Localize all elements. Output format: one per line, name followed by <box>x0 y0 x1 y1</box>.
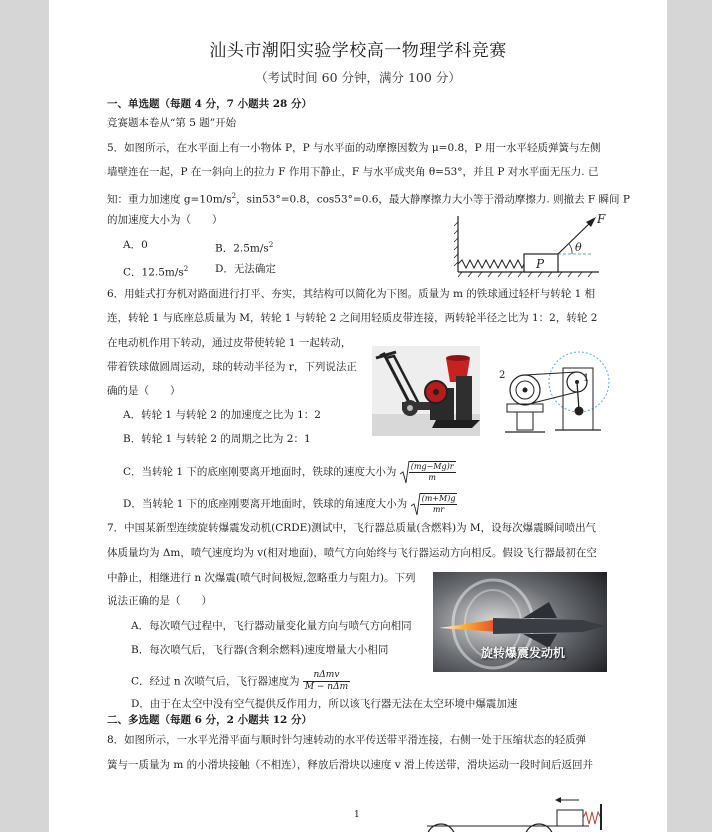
exam-page <box>49 0 667 832</box>
q8-conveyor-figure <box>419 790 609 832</box>
q6-line-1: 6．用蛙式打夯机对路面进行打平、夯实，其结构可以简化为下图。质量为 m 的铁球通过轻杆与转轮 1 相 <box>107 288 596 300</box>
exam-time-note: （考试时间 60 分钟，满分 100 分） <box>255 70 461 85</box>
contest-note: 竞赛题本卷从“第 5 题”开始 <box>107 117 237 129</box>
q8-line-2: 簧与一质量为 m 的小滑块接触（不相连），释放后滑块以速度 v 滑上传送带，滑块运动一段时间后返回并 <box>107 759 593 771</box>
q5-line-1: 5．如图所示，在水平面上有一小物体 P，P 与水平面的动摩擦因数为 μ=0.8，P 用一水平轻质弹簧与左侧 <box>107 142 601 154</box>
angle-theta-label: θ <box>575 241 582 254</box>
q7-line-4: 说法正确的是（ ） <box>107 595 212 607</box>
section-heading-single-choice: 一、单选题（每题 4 分，7 小题共 28 分） <box>107 98 313 110</box>
q6-line-5: 确的是（ ） <box>107 385 181 397</box>
q5-option-b: B．$2.5m/s^2$ <box>215 241 274 255</box>
q6-option-d: D．当转轮 1 下的底座刚要离开地面时，铁球的角速度大小为 $\frac{(m+M)g}{mr}$ <box>123 494 456 514</box>
q7-option-d: D．由于在太空中没有空气提供反作用力，所以该飞行器无法在太空环境中爆震加速 <box>131 698 518 710</box>
q7-line-2: 体质量均为 Δm，喷气速度均为 v(相对地面)，喷气方向始终与飞行器运动方向相反。假设飞行器最初在空 <box>107 547 597 559</box>
force-f-label: F <box>597 212 606 226</box>
block-p-label: P <box>536 257 545 271</box>
q6-option-a: A．转轮 1 与转轮 2 的加速度之比为 1：2 <box>123 409 321 421</box>
q6-line-4: 带着铁球做圆周运动，球的转动半径为 r，下列说法正 <box>107 361 357 373</box>
wheel-1-label: 1 <box>583 373 590 384</box>
q7-line-3: 中静止，相继进行 n 次爆震(喷气时间极短,忽略重力与阻力)。下列 <box>107 572 416 584</box>
q5-line-3: 知：重力加速度 $g=10m/s^2$，sin53°=0.8，cos53°=0.6，最大静摩擦力大小等于滑动摩擦力. 则撤去 F 瞬间 P <box>107 192 630 206</box>
q5-line-4: 的加速度大小为（ ） <box>107 214 223 226</box>
q7-option-b: B．每次喷气后，飞行器(含剩余燃料)速度增量大小相同 <box>131 644 389 656</box>
q5-option-a: A．0 <box>123 239 148 251</box>
q6-option-b: B．转轮 1 与转轮 2 的周期之比为 2：1 <box>123 433 311 445</box>
engine-caption: 旋转爆震发动机 <box>481 646 566 660</box>
section-heading-multi-choice: 二、多选题（每题 6 分，2 小题共 12 分） <box>107 714 313 726</box>
q7-line-1: 7．中国某新型连续旋转爆震发动机(CRDE)测试中，飞行器总质量(含燃料)为 M，设每次爆震瞬间喷出气 <box>107 522 597 534</box>
q5-option-d: D．无法确定 <box>215 263 276 275</box>
q5-spring-block-figure <box>454 208 604 280</box>
page-title: 汕头市潮阳实验学校高一物理学科竞赛 <box>209 41 507 61</box>
page-number: 1 <box>354 810 360 820</box>
q6-wheel-diagram <box>495 348 611 440</box>
q6-line-3: 在电动机作用下转动，通过皮带使转轮 1 一起转动， <box>107 337 352 349</box>
wheel-2-label: 2 <box>499 370 506 381</box>
rotating-detonation-engine-photo <box>433 572 607 672</box>
q8-line-1: 8．如图所示，一水平光滑平面与顺时针匀速转动的水平传送带平滑连接，右侧一处于压缩状态的轻质弹 <box>107 734 587 746</box>
q6-line-2: 连，转轮 1 与底座总质量为 M，转轮 1 与转轮 2 之间用轻质皮带连接，两转轮半径之比为 1：2，转轮 2 <box>107 312 598 324</box>
q6-option-c: C．当转轮 1 下的底座刚要离开地面时，铁球的速度大小为 $\frac{(mg-Mg)r}{m}$ <box>123 462 454 482</box>
q5-option-c: C．$12.5m/s^2$ <box>123 265 189 279</box>
q5-line-2: 墙壁连在一起，P 在一斜向上的拉力 F 作用下静止，F 与水平成夹角 θ=53°，并且 P 对水平面无压力. 已 <box>107 166 599 178</box>
q7-option-a: A．每次喷气过程中，飞行器动量变化量方向与喷气方向相同 <box>131 620 412 632</box>
tamper-machine-photo <box>372 346 480 436</box>
q7-option-c: C．经过 n 次喷气后，飞行器速度为 $\frac{\text{nΔmv}}{\text{M − nΔm}}$ <box>131 670 349 692</box>
